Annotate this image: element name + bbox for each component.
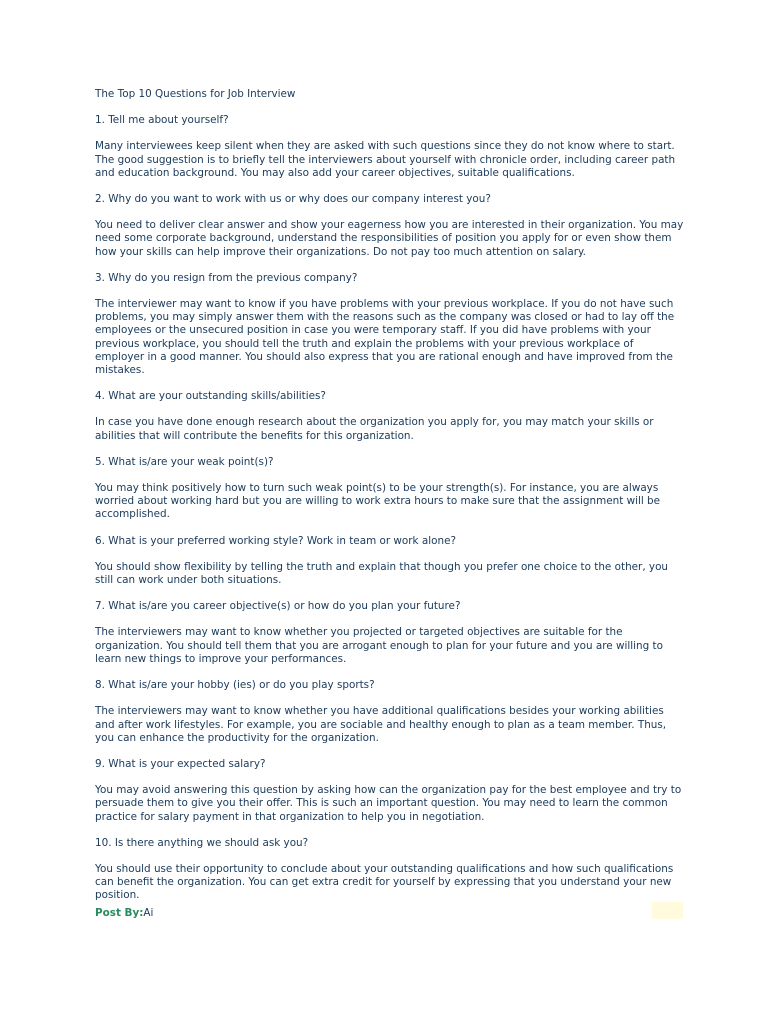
qa-item-5 (95, 456, 685, 522)
question-10: 10. Is there anything we should ask you? (95, 836, 309, 849)
qa-item-6 (95, 535, 685, 588)
qa-item-4 (95, 390, 685, 443)
answer-9: You may avoid answering this question by asking how can the organization pay for the best employee and try to persuade them to give you their offer. This is such an important question. You may need to learn the common practice for salary payment in that organization to help you in negotiation. (95, 784, 682, 823)
question-6: 6. What is your preferred working style? Work in team or work alone? (95, 534, 456, 547)
qa-item-9 (95, 758, 685, 824)
answer-2: You need to deliver clear answer and show your eagerness how you are interested in their organization. You may need some corporate background, understand the responsibilities of position you apply for or even show them how your skills can help improve their organizations. Do not pay too much attention on salary. (95, 219, 684, 258)
answer-8: The interviewers may want to know whether you have additional qualifications besides your working abilities and after work lifestyles. For example, you are sociable and healthy enough to plan as a team member. Thus, you can enhance the productivity for the organization. (95, 705, 667, 744)
post-by-author: Ai (143, 906, 154, 919)
question-8: 8. What is/are your hobby (ies) or do you play sports? (95, 679, 375, 692)
qa-item-2 (95, 193, 685, 259)
question-2: 2. Why do you want to work with us or why does our company interest you? (95, 193, 491, 206)
post-by-label: Post By: (95, 906, 144, 919)
answer-1: Many interviewees keep silent when they are asked with such questions since they do not know where to start. The good suggestion is to briefly tell the interviewers about yourself with chronicle order, including career path and education background. You may also add your career objectives, suitable qualifications. (95, 140, 676, 179)
question-3: 3. Why do you resign from the previous company? (95, 271, 358, 284)
answer-7: The interviewers may want to know whether you projected or targeted objectives are suitable for the organization. You should tell them that you are arrogant enough to plan for your future and you are willing to learn new things to improve your performances. (95, 626, 663, 665)
answer-5: You may think positively how to turn such weak point(s) to be your strength(s). For instance, you are always worried about working hard but you are willing to work extra hours to make sure that the assignment will be accomplished. (95, 482, 661, 521)
question-1: 1. Tell me about yourself? (95, 114, 229, 127)
post-footer (95, 907, 685, 924)
answer-3: The interviewer may want to know if you have problems with your previous workplace. If you do not have such problems, you may simply answer them with the reasons such as the company was closed or had to lay off the employees or the unsecured position in case you were temporary staff. If you did have problems with your previous workplace, you should tell the truth and explain the problems with your previous workplace of employer in a good manner. You should also express that you are rational enough and have improved from the mistakes. (95, 298, 675, 377)
answer-6: You should show flexibility by telling the truth and explain that though you prefer one choice to the other, you still can work under both situations. (95, 560, 669, 587)
answer-10: You should use their opportunity to conclude about your outstanding qualifications and how such qualifications can benefit the organization. You can get extra credit for yourself by expressing that you understand your new position. (95, 862, 674, 902)
question-4: 4. What are your outstanding skills/abilities? (95, 390, 326, 403)
qa-item-10 (95, 837, 685, 903)
document-page (95, 88, 685, 924)
qa-item-3 (95, 272, 685, 377)
question-7: 7. What is/are you career objective(s) or how do you plan your future? (95, 600, 461, 613)
qa-item-7 (95, 600, 685, 666)
question-9: 9. What is your expected salary? (95, 757, 266, 770)
highlight-box (652, 902, 683, 919)
qa-item-8 (95, 679, 685, 745)
question-5: 5. What is/are your weak point(s)? (95, 455, 274, 468)
answer-4: In case you have done enough research about the organization you apply for, you may match your skills or abilities that will contribute the benefits for this organization. (95, 416, 654, 442)
document-title: The Top 10 Questions for Job Interview (95, 88, 296, 100)
qa-item-1 (95, 114, 685, 180)
